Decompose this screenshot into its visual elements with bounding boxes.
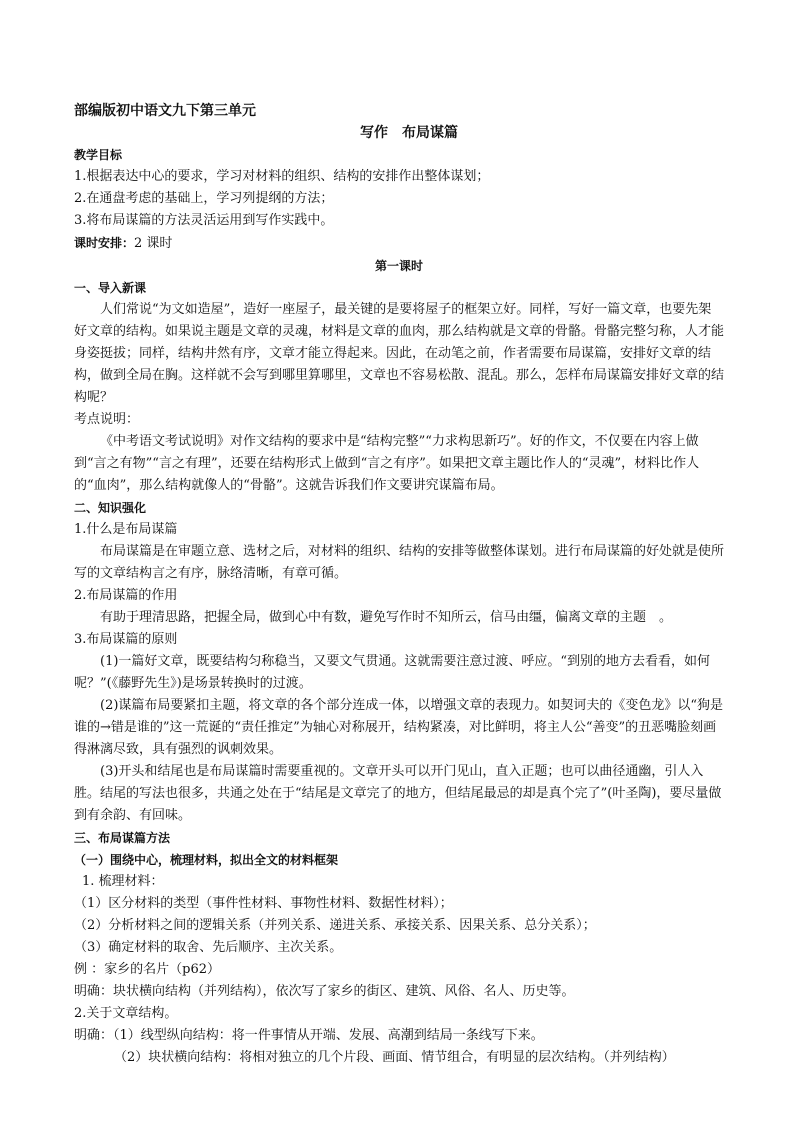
- answer-2: 有助于理清思路，把握全局，做到心中有数，避免写作时不知所云，信马由缰，偏离文章的主题 。: [100, 610, 673, 625]
- document-page: [74, 100, 724, 1069]
- schedule-label: 课时安排：: [74, 236, 135, 250]
- method-list-3: （3）确定材料的取舍、先后顺序、主次关系。: [74, 940, 343, 955]
- goal-item-3: 3.将布局谋篇的方法灵活运用到写作实践中。: [74, 213, 334, 228]
- answer-1: 布局谋篇是在审题立意、选材之后，对材料的组织、结构的安排等做整体谋划。进行布局谋篇的好处就是使所写的文章结构言之有序，脉络清晰，有章可循。: [74, 544, 725, 581]
- method-list-1: （1）区分材料的类型（事件性材料、事物性材料、数据性材料）；: [74, 896, 453, 911]
- goal-item-2: 2.在通盘考虑的基础上，学习列提纲的方法；: [74, 191, 334, 206]
- structure-block: （2）块状横向结构：将相对独立的几个片段、画面、情节组合，有明显的层次结构。（并列结构）: [114, 1050, 675, 1065]
- example-answer: 明确：块状横向结构（并列结构），依次写了家乡的街区、建筑、风俗、名人、历史等。: [74, 984, 575, 999]
- exam-point-paragraph: 《中考语文考试说明》对作文结构的要求中是“结构完整”“力求构思新巧”。好的作文，不仅要在内容上做到“言之有物”“言之有理”，还要在结构形式上做到“言之有序”。如果把文章主题比作人的“灵魂”，材料比作人的“血肉”，那么结构就像人的“骨骼”。这就告诉我们作文要讲究谋篇布局。: [74, 434, 700, 493]
- method-item-1: 1. 梳理材料：: [82, 874, 164, 889]
- principle-2: (2)谋篇布局要紧扣主题，将文章的各个部分连成一体，以增强文章的表现力。如契诃夫的《变色龙》以“狗是谁的→错是谁的”这一荒诞的“责任推定”为轴心对称展开，结构紧凑，对比鲜明，将主人公“善变”的丑恶嘴脸刻画得淋漓尽致，具有强烈的讽刺效果。: [74, 698, 724, 757]
- structure-linear: 明确：（1）线型纵向结构：将一件事情从开端、发展、高潮到结局一条线写下来。: [74, 1028, 544, 1043]
- section1-heading: 一、导入新课: [74, 281, 147, 295]
- section3-heading: 三、布局谋篇方法: [74, 831, 171, 845]
- method-subheading-1: （一）围绕中心，梳理材料，拟出全文的材料框架: [74, 853, 339, 867]
- exam-point-label: 考点说明：: [74, 412, 140, 427]
- question-2: 2.布局谋篇的作用: [74, 588, 178, 603]
- example-line: 例 ：家乡的名片（p62）: [74, 962, 220, 977]
- book-unit-title: 部编版初中语文九下第三单元: [74, 103, 256, 119]
- schedule-line: [74, 232, 724, 255]
- lesson1-heading: 第一课时: [374, 259, 423, 273]
- question-1: 1.什么是布局谋篇: [74, 522, 178, 537]
- question-3: 3.布局谋篇的原则: [74, 632, 178, 647]
- principle-3: (3)开头和结尾也是布局谋篇时需要重视的。文章开头可以开门见山，直入正题；也可以曲径通幽，引人入胜。结尾的写法也很多，共通之处在于“结尾是文章完了的地方，但结尾最忌的却是真个完了”(叶圣陶)，要尽量做到有余韵、有回味。: [74, 764, 722, 823]
- method-list-2: （2）分析材料之间的逻辑关系（并列关系、递进关系、承接关系、因果关系、总分关系）；: [74, 918, 596, 933]
- goals-heading: 教学目标: [74, 148, 123, 162]
- principle-1: (1)一篇好文章，既要结构匀称稳当，又要文气贯通。这就需要注意过渡、呼应。“到别的地方去看看，如何呢？”(《藤野先生》)是场景转换时的过渡。: [74, 654, 711, 691]
- schedule-value: 2 课时: [134, 236, 173, 251]
- section2-heading: 二、知识强化: [74, 501, 147, 515]
- intro-paragraph: 人们常说“为文如造屋”，造好一座屋子，最关键的是要将屋子的框架立好。同样，写好一篇文章，也要先架好文章的结构。如果说主题是文章的灵魂，材料是文章的血肉，那么结构就是文章的骨骼。骨骼完整匀称，人才能身姿挺拔；同样，结构井然有序，文章才能立得起来。因此，在动笔之前，作者需要布局谋篇，安排好文章的结构，做到全局在胸。这样就不会写到哪里算哪里，文章也不容易松散、混乱。那么，怎样布局谋篇安排好文章的结构呢？: [74, 302, 725, 405]
- method-item-2: 2.关于文章结构。: [74, 1006, 178, 1021]
- lesson-title: 写作 布局谋篇: [360, 125, 458, 141]
- goal-item-1: 1.根据表达中心的要求，学习对材料的组织、结构的安排作出整体谋划；: [74, 169, 490, 184]
